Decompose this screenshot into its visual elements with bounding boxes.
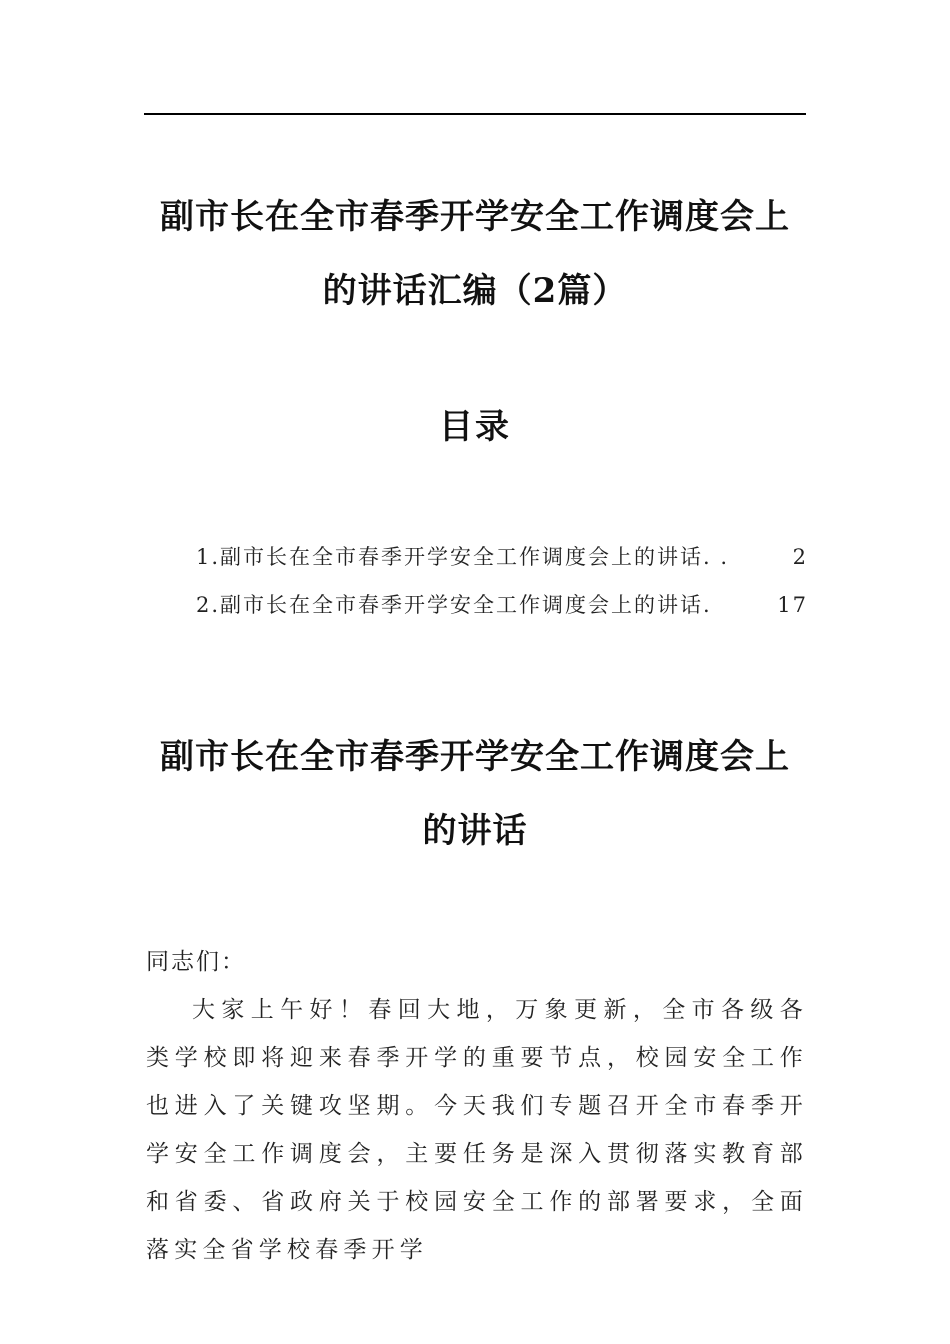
toc-entry-label: 2.副市长在全市春季开学安全工作调度会上的讲话. [196, 593, 712, 617]
speech-title-line2: 的讲话 [422, 811, 528, 851]
compilation-title-line1: 副市长在全市春季开学安全工作调度会上 [160, 197, 790, 237]
top-horizontal-rule [144, 113, 806, 115]
toc-entry-1[interactable] [196, 537, 808, 585]
speech-title-line1: 副市长在全市春季开学安全工作调度会上 [160, 737, 790, 777]
toc-entry-label: 1.副市长在全市春季开学安全工作调度会上的讲话. . [196, 545, 730, 569]
body-paragraph: 大家上午好！春回大地，万象更新，全市各级各类学校即将迎来春季开学的重要节点，校园安全工作也进入了关键攻坚期。今天我们专题召开全市春季开学安全工作调度会，主要任务是深入贯彻落实教育部和省委、省政府关于校园安全工作的部署要求，全面落实全省学校春季开学 [146, 997, 808, 1263]
toc-entry-2[interactable] [196, 585, 808, 633]
table-of-contents [196, 537, 808, 633]
compilation-title [144, 180, 806, 328]
salutation: 同志们： [146, 949, 246, 975]
toc-entry-page-number: 17 [777, 593, 808, 617]
compilation-title-line2: 的讲话汇编（2篇） [322, 271, 628, 311]
toc-heading: 目录 [439, 407, 511, 447]
speech-title [144, 720, 806, 868]
toc-entry-page-number: 2 [792, 545, 808, 569]
speech-body [146, 938, 808, 1274]
